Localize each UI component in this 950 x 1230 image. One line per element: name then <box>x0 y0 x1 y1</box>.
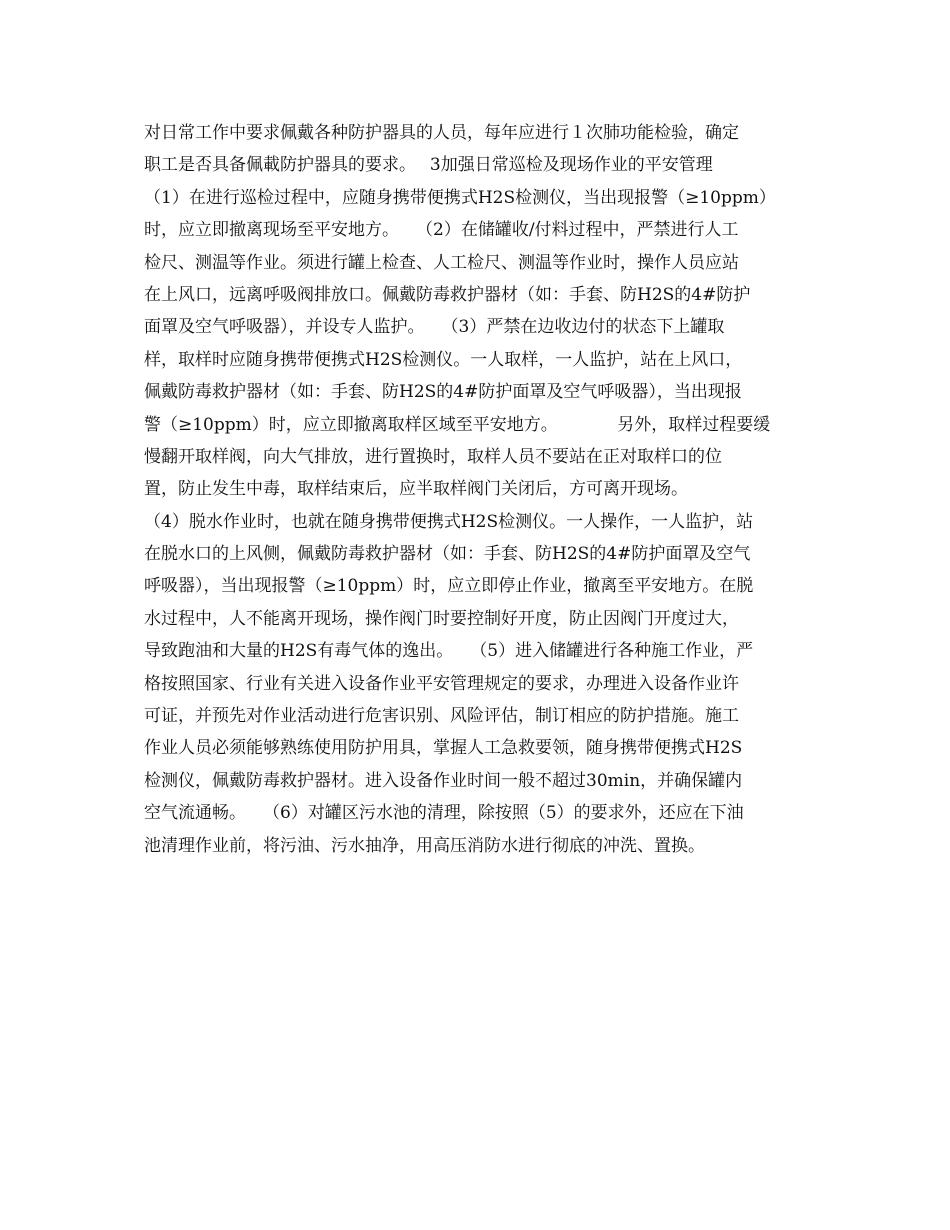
text-line: 面罩及空气呼吸器），并设专人监护。 （3）严禁在边收边付的状态下上罐取 <box>144 317 725 338</box>
text-line: 慢翻开取样阀，向大气排放，进行置换时，取样人员不要站在正对取样口的位 <box>144 446 722 467</box>
text-line: 佩戴防毒救护器材（如：手套、防H2S的4#防护面罩及空气呼吸器），当出现报 <box>144 382 742 403</box>
text-line: 样，取样时应随身携带便携式H2S检测仪。一人取样，一人监护，站在上风口， <box>144 349 743 370</box>
text-line: 空气流通畅。 （6）对罐区污水池的清理，除按照（5）的要求外，还应在下油 <box>144 803 744 824</box>
text-line: 对日常工作中要求佩戴各种防护器具的人员，每年应进行１次肺功能检验，确定 <box>144 123 739 143</box>
body-text <box>144 117 824 862</box>
text-line: 警（≥10ppm）时，应立即撤离取样区域至平安地方。 另外，取样过程要缓 <box>144 414 771 435</box>
text-line: 在上风口，远离呼吸阀排放口。佩戴防毒救护器材（如：手套、防H2S的4#防护 <box>144 284 751 305</box>
text-line: 检尺、测温等作业。须进行罐上检查、人工检尺、测温等作业时，操作人员应站 <box>144 252 739 273</box>
text-line: 呼吸器），当出现报警（≥10ppm）时，应立即停止作业，撤离至平安地方。在脱 <box>144 576 754 597</box>
text-line: 时，应立即撤离现场至平安地方。 （2）在储罐收/付料过程中，严禁进行人工 <box>144 220 739 241</box>
text-line: 检测仪，佩戴防毒救护器材。进入设备作业时间一般不超过30min，并确保罐内 <box>144 770 743 791</box>
text-line: 池清理作业前，将污油、污水抽净，用高压消防水进行彻底的冲洗、置换。 <box>144 835 705 856</box>
text-line: 可证，并预先对作业活动进行危害识别、风险评估，制订相应的防护措施。施工 <box>144 706 739 727</box>
text-line: 导致跑油和大量的H2S有毒气体的逸出。 （5）进入储罐进行各种施工作业，严 <box>144 641 754 662</box>
text-line: 作业人员必须能够熟练使用防护用具，掌握人工急救要领，随身携带便携式H2S <box>144 738 743 759</box>
text-line: （1）在进行巡检过程中，应随身携带便携式H2S检测仪，当出现报警（≥10ppm） <box>144 187 776 208</box>
text-line: 水过程中，人不能离开现场，操作阀门时要控制好开度，防止因阀门开度过大， <box>144 608 739 629</box>
text-line: 职工是否具备佩載防护器具的要求。 3加强日常巡检及现场作业的平安管理 <box>144 155 713 176</box>
text-line: （4）脱水作业时，也就在随身携带便携式H2S检测仪。一人操作，一人监护，站 <box>144 511 754 532</box>
text-line: 在脱水口的上风侧，佩戴防毒救护器材（如：手套、防H2S的4#防护面罩及空气 <box>144 544 751 565</box>
text-line: 置，防止发生中毒，取样结束后，应半取样阀门关闭后，方可离开现场。 <box>144 479 688 500</box>
text-line: 格按照国家、行业有关进入设备作业平安管理规定的要求，办理进入设备作业许 <box>144 673 739 694</box>
